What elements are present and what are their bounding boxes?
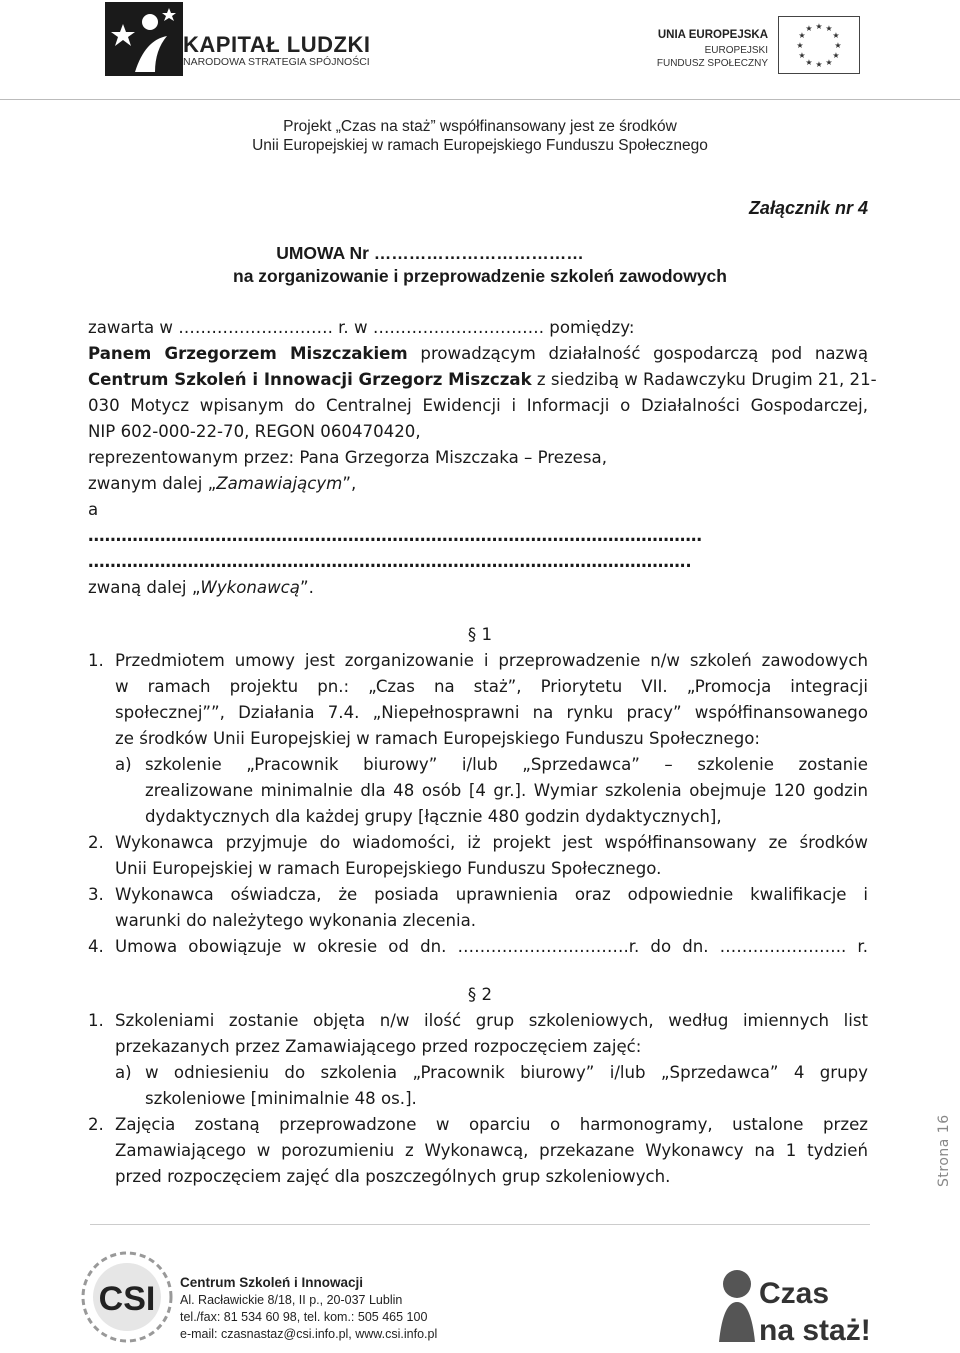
eu-logo xyxy=(656,12,860,72)
footer-phones: tel./fax: 81 534 60 98, tel. kom.: 505 465 100 xyxy=(180,1310,428,1324)
footer-divider xyxy=(90,1224,870,1225)
paragraph-line: szkoleniowe [minimalnie 48 os.]. xyxy=(145,1089,417,1108)
item-number: 1. xyxy=(88,651,104,670)
item-number: 3. xyxy=(88,885,104,904)
eu-flag-icon xyxy=(778,16,860,74)
section-heading: § 1 xyxy=(467,625,493,644)
paragraph-line: zrealizowane minimalnie dla 48 osób [4 gr.]. Wymiar szkolenia obejmuje 120 godzin xyxy=(145,781,868,800)
svg-text:★: ★ xyxy=(834,41,842,50)
svg-text:★: ★ xyxy=(796,41,804,50)
intro-text: zwanym dalej „ xyxy=(88,474,217,493)
svg-text:★: ★ xyxy=(805,58,813,67)
page-number xyxy=(928,1115,960,1195)
blank-line: ………………………………………………………………………………………………… xyxy=(88,526,702,545)
svg-text:★: ★ xyxy=(832,31,840,40)
intro-line xyxy=(88,575,314,601)
svg-text:★: ★ xyxy=(832,51,840,60)
paragraph-line: ze środków Unii Europejskiej w ramach Europejskiego Funduszu Społecznego: xyxy=(115,729,761,748)
item-number: 2. xyxy=(88,1115,104,1134)
project-line-1: Projekt „Czas na staż” współfinansowany jest ze środków xyxy=(283,118,677,135)
intro-line xyxy=(88,367,877,393)
paragraph-line: Wykonawca oświadcza, że posiada uprawnienia oraz odpowiednie kwalifikacje i xyxy=(115,885,868,904)
footer-address: Al. Racławickie 8/18, II p., 20-037 Lublin xyxy=(180,1293,403,1307)
paragraph-line: Umowa obowiązuje w okresie od dn. ………………………….r. do dn. ………………….. r. xyxy=(115,937,868,956)
intro-line: 030 Motycz wpisanym do Centralnej Ewidencji i Informacji o Działalności Gospodarczej, xyxy=(88,396,868,415)
eu-logo-line3: FUNDUSZ SPOŁECZNY xyxy=(656,58,768,69)
item-number: 1. xyxy=(88,1011,104,1030)
contractor-name: Panem Grzegorzem Miszczakiem xyxy=(88,344,408,363)
contract-subtitle: na zorganizowanie i przeprowadzenie szkoleń zawodowych xyxy=(233,266,727,286)
section-heading: § 2 xyxy=(467,985,493,1004)
intro-line: reprezentowanym przez: Pana Grzegorza Miszczaka – Prezesa, xyxy=(88,448,607,467)
intro-text: z siedzibą w Radawczyku Drugim 21, 21- xyxy=(536,370,877,389)
intro-line xyxy=(88,471,356,497)
kapital-ludzki-logo xyxy=(95,0,375,80)
intro-text: ”, xyxy=(342,474,357,493)
czas-logo-line1: Czas xyxy=(759,1277,830,1310)
header-divider xyxy=(0,99,960,100)
paragraph-line: przekazanych przez Zamawiającego przed rozpoczęciem zajęć: xyxy=(115,1037,642,1056)
company-name: Centrum Szkoleń i Innowacji Grzegorz Miszczak xyxy=(88,370,532,389)
project-line-2: Unii Europejskiej w ramach Europejskiego Funduszu Społecznego xyxy=(252,137,708,154)
eu-logo-line2: EUROPEJSKI xyxy=(704,45,768,56)
svg-text:★: ★ xyxy=(815,22,823,31)
csi-logo-icon xyxy=(80,1250,175,1345)
intro-text: prowadzącym działalność gospodarczą pod nazwą xyxy=(420,344,869,363)
svg-text:★: ★ xyxy=(798,31,806,40)
party-alias: Wykonawcą xyxy=(200,578,300,597)
intro-line: a xyxy=(88,500,99,519)
czas-na-staz-logo-icon xyxy=(715,1258,875,1348)
sub-item-label: a) xyxy=(115,1063,132,1082)
czas-logo-line2: na staż! xyxy=(759,1314,871,1347)
paragraph-line: społecznej””, Działania 7.4. „Niepełnosprawni na rynku pracy” współfinansowanego xyxy=(115,703,868,722)
intro-text: ”. xyxy=(299,578,314,597)
paragraph-line: Wykonawca przyjmuje do wiadomości, iż projekt jest współfinansowany ze środków xyxy=(115,833,868,852)
paragraph-line: warunki do należytego wykonania zlecenia. xyxy=(115,911,477,930)
svg-text:★: ★ xyxy=(815,60,823,69)
paragraph-line: Zajęcia zostaną przeprowadzone w oparciu o harmonogramy, ustalone przez xyxy=(115,1115,868,1134)
paragraph-line: przed rozpoczęciem zajęć dla poszczególnych grup szkoleniowych. xyxy=(115,1167,671,1186)
footer-org: Centrum Szkoleń i Innowacji xyxy=(180,1275,364,1290)
footer-contact: e-mail: czasnastaz@csi.info.pl, www.csi.info.pl xyxy=(180,1327,438,1341)
annex-label: Załącznik nr 4 xyxy=(748,198,868,218)
item-number: 4. xyxy=(88,937,104,956)
paragraph-line: dydaktycznych dla każdej grupy [łącznie 480 godzin dydaktycznych], xyxy=(145,807,722,826)
intro-line xyxy=(88,341,868,367)
paragraph-line: w odniesieniu do szkolenia „Pracownik biurowy” i/lub „Sprzedawca” 4 grupy xyxy=(145,1063,868,1082)
kapital-ludzki-subtitle: NARODOWA STRATEGIA SPÓJNOŚCI xyxy=(183,56,370,68)
paragraph-line: Szkoleniami zostanie objęta n/w ilość grup szkoleniowych, według imiennych list xyxy=(115,1011,868,1030)
party-alias: Zamawiającym xyxy=(216,474,343,493)
blank-line: ………………………………………………………………………………………………. xyxy=(88,552,692,571)
intro-line: NIP 602-000-22-70, REGON 060470420, xyxy=(88,422,421,441)
kapital-ludzki-emblem-icon xyxy=(105,2,183,76)
paragraph-line: Unii Europejskiej w ramach Europejskiego Funduszu Społecznego. xyxy=(115,859,662,878)
csi-logo-text: CSI xyxy=(98,1280,156,1318)
kapital-ludzki-title: KAPITAŁ LUDZKI xyxy=(183,32,371,57)
eu-logo-line1: UNIA EUROPEJSKA xyxy=(657,29,768,41)
svg-text:★: ★ xyxy=(798,51,806,60)
svg-text:★: ★ xyxy=(805,24,813,33)
contract-title: UMOWA Nr ……………………………… xyxy=(276,243,584,263)
svg-text:★: ★ xyxy=(825,24,833,33)
svg-text:★: ★ xyxy=(825,58,833,67)
page-number-label: Strona 16 xyxy=(936,1114,952,1187)
intro-text: zwaną dalej „ xyxy=(88,578,201,597)
paragraph-line: w ramach projektu pn.: „Czas na staż”, Priorytetu VII. „Promocja integracji xyxy=(115,677,868,696)
paragraph-line: szkolenie „Pracownik biurowy” i/lub „Sprzedawca” – szkolenie zostanie xyxy=(145,755,868,774)
paragraph-line: Przedmiotem umowy jest zorganizowanie i przeprowadzenie n/w szkoleń zawodowych xyxy=(115,651,868,670)
item-number: 2. xyxy=(88,833,104,852)
intro-line: zawarta w ………………………. r. w …………………………. pomiędzy: xyxy=(88,318,635,337)
paragraph-line: Zamawiającego w porozumieniu z Wykonawcą, przekazane Wykonawcy na 1 tydzień xyxy=(115,1141,868,1160)
sub-item-label: a) xyxy=(115,755,132,774)
